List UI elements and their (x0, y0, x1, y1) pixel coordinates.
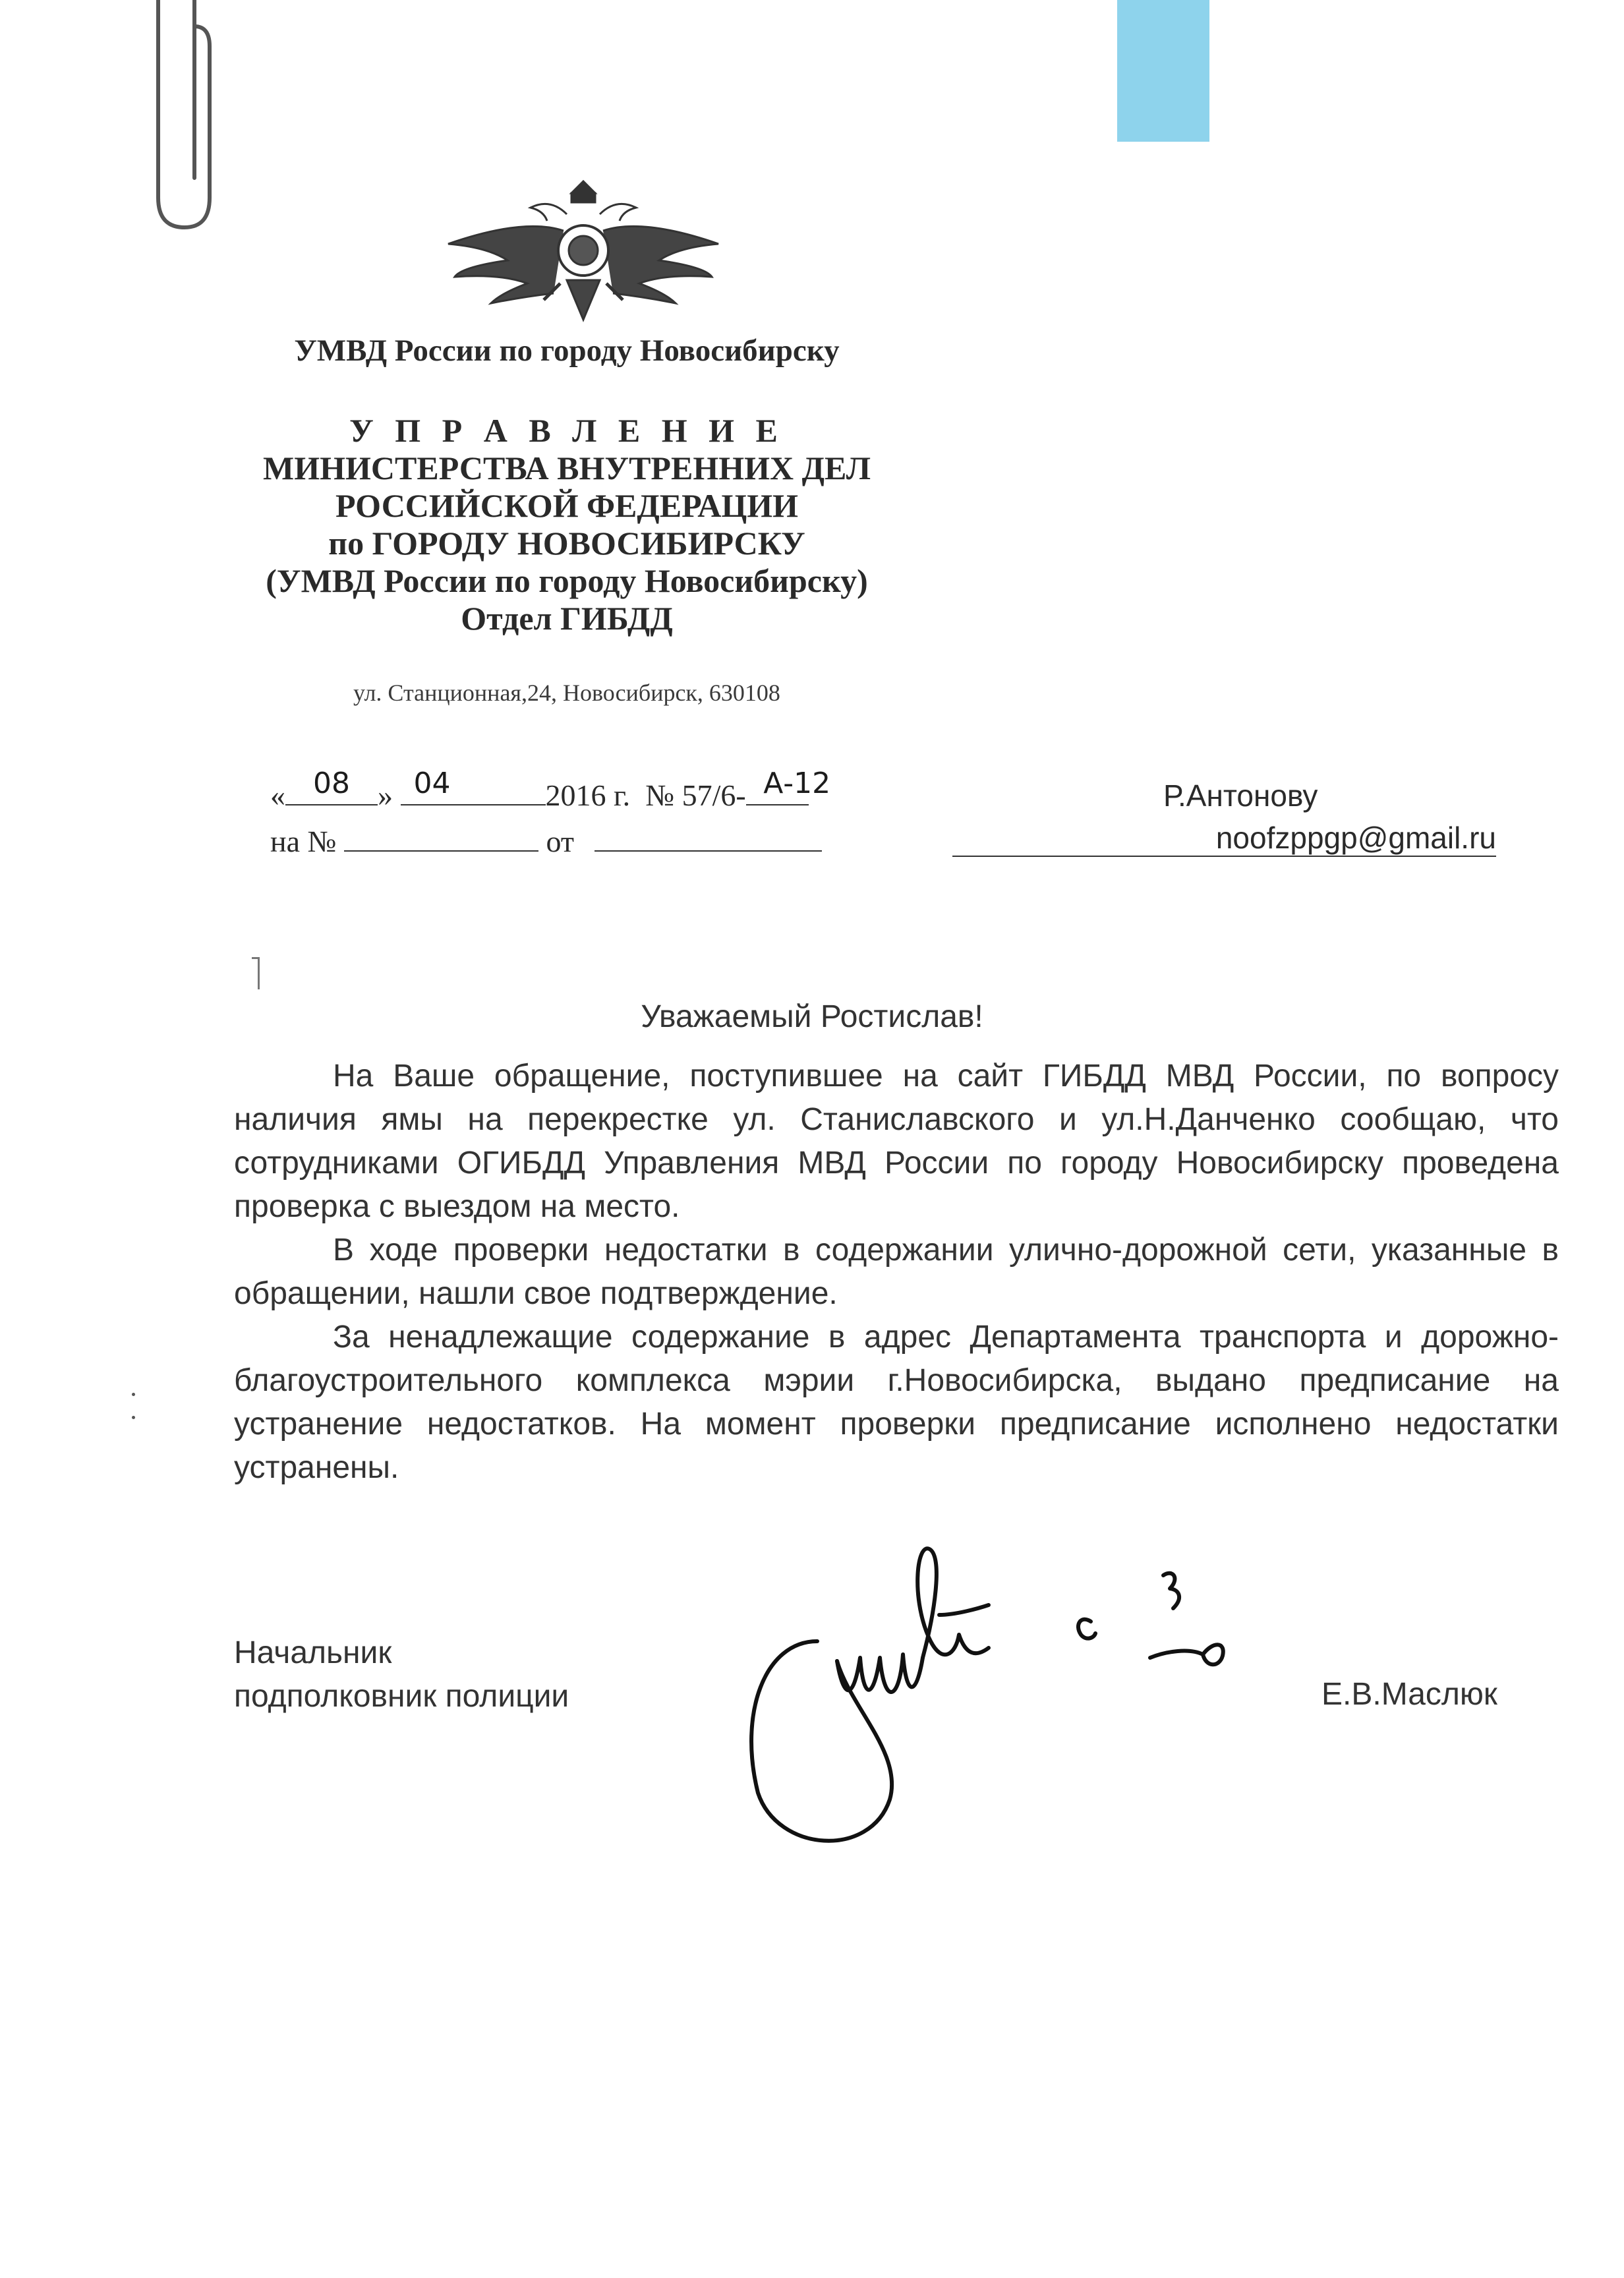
number-field (746, 767, 831, 805)
header-line-department: Отдел ГИБДД (461, 600, 673, 637)
on-number-label: на № (270, 825, 337, 858)
header-organization: УМВД России по городу Новосибирску (294, 334, 840, 368)
number-label: № 57/6- (645, 778, 746, 812)
day-field (285, 767, 378, 805)
quote-open: « (270, 778, 285, 812)
recipient-name: Р.Антонову (1163, 778, 1318, 813)
reference-incoming-line (270, 823, 822, 859)
month-field (401, 767, 546, 805)
header-block (218, 412, 916, 637)
signer-rank: подполковник полиции (234, 1679, 569, 1714)
incoming-date-field (594, 823, 822, 852)
header-line-upravlenie: У П Р А В Л Е Н И Е (349, 412, 784, 449)
margin-dot (132, 1416, 135, 1419)
salutation: Уважаемый Ростислав! (641, 999, 983, 1034)
blue-sticky-tab (1117, 0, 1209, 142)
letter-body (234, 1055, 1559, 1490)
number-handwritten: А-12 (763, 767, 831, 800)
paragraph: В ходе проверки недостатки в содержании улично-дорожной сети, указанные в обращении, нашли свое подтверждение. (234, 1233, 1559, 1311)
paperclip (132, 0, 231, 237)
corner-bracket-mark (252, 957, 260, 989)
year-text: 2016 г. (545, 778, 631, 812)
handwritten-signature (738, 1542, 1305, 1872)
mvd-eagle-emblem-icon (435, 168, 732, 346)
month-handwritten: 04 (413, 767, 451, 800)
day-handwritten: 08 (313, 767, 350, 800)
paragraph: На Ваше обращение, поступившее на сайт ГИБДД МВД России, по вопросу наличия ямы на перекрестке ул. Станиславского и ул.Н.Данченко сообщаю, что сотрудниками ОГИБДД Управления МВД России по городу Новосибирску проведена проверка с выездом на место. (234, 1059, 1559, 1224)
paragraph: За ненадлежащие содержание в адрес Департамента транспорта и дорожно-благоустроительного комплекса мэрии г.Новосибирска, выдано предписание на устранение недостатков. На момент проверки предписание исполнено недостатки устранены. (234, 1320, 1559, 1485)
header-line-ministry: МИНИСТЕРСТВА ВНУТРЕННИХ ДЕЛ (263, 450, 871, 486)
from-label: от (546, 825, 574, 858)
header-line-city: по ГОРОДУ НОВОСИБИРСКУ (328, 525, 805, 562)
header-line-federation: РОССИЙСКОЙ ФЕДЕРАЦИИ (335, 487, 799, 524)
quote-close: » (378, 778, 393, 812)
signer-title (234, 1631, 569, 1718)
header-line-abbr: (УМВД России по городу Новосибирску) (266, 562, 868, 599)
incoming-number-field (344, 823, 538, 852)
reference-date-line (270, 767, 831, 813)
signer-name: Е.В.Маслюк (1321, 1677, 1497, 1712)
margin-dot (132, 1393, 135, 1396)
recipient-email: noofzppgp@gmail.ru (952, 820, 1496, 857)
header-address: ул. Станционная,24, Новосибирск, 630108 (353, 680, 780, 706)
signer-position: Начальник (234, 1635, 392, 1670)
